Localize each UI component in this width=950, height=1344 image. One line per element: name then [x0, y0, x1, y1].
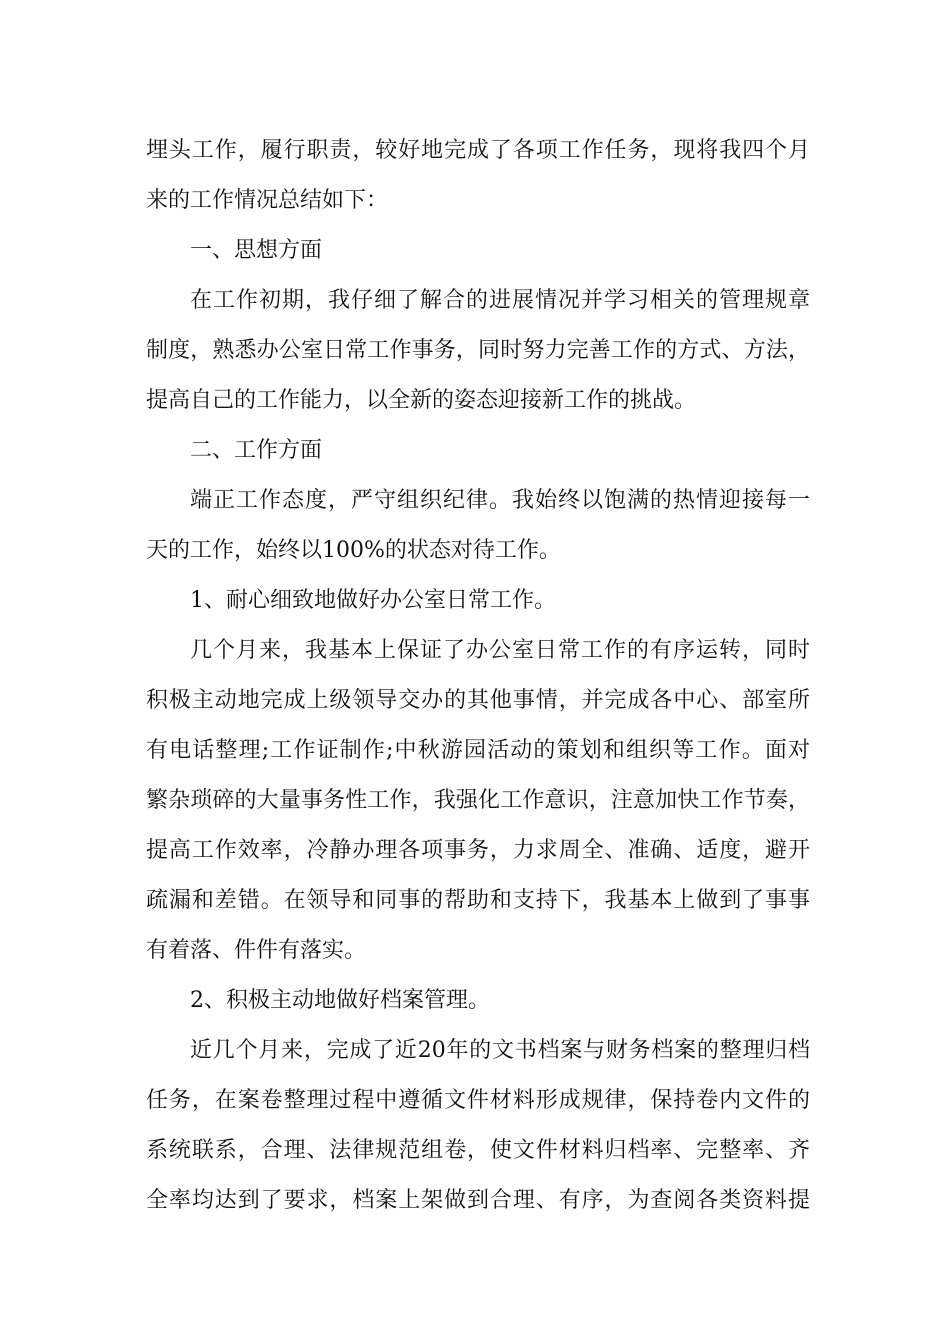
paragraph-line: 疏漏和差错。在领导和同事的帮助和支持下，我基本上做到了事事 — [146, 888, 810, 913]
paragraph-line: 端正工作态度，严守组织纪律。我始终以饱满的热情迎接每一 — [190, 488, 810, 513]
paragraph-line: 有电话整理;工作证制作;中秋游园活动的策划和组织等工作。面对 — [146, 738, 810, 763]
paragraph-line: 几个月来，我基本上保证了办公室日常工作的有序运转，同时 — [190, 638, 810, 663]
paragraph-line: 有着落、件件有落实。 — [146, 938, 367, 963]
paragraph-line: 繁杂琐碎的大量事务性工作，我强化工作意识，注意加快工作节奏， — [146, 788, 810, 813]
paragraph-line: 近几个月来，完成了近20年的文书档案与财务档案的整理归档 — [190, 1038, 810, 1063]
paragraph-line: 在工作初期，我仔细了解合的进展情况并学习相关的管理规章 — [190, 288, 810, 313]
paragraph-line: 来的工作情况总结如下： — [146, 188, 389, 213]
paragraph-line: 全率均达到了要求，档案上架做到合理、有序，为查阅各类资料提 — [146, 1188, 810, 1213]
paragraph-line: 任务，在案卷整理过程中遵循文件材料形成规律，保持卷内文件的 — [146, 1088, 810, 1113]
document-body — [146, 126, 810, 1226]
paragraph-line: 提高自己的工作能力，以全新的姿态迎接新工作的挑战。 — [146, 388, 697, 413]
subsection-heading: 1、耐心细致地做好办公室日常工作。 — [190, 588, 556, 613]
subsection-heading: 2、积极主动地做好档案管理。 — [190, 988, 490, 1013]
paragraph-line: 天的工作，始终以100%的状态对待工作。 — [146, 538, 561, 563]
paragraph-line: 制度，熟悉办公室日常工作事务，同时努力完善工作的方式、方法， — [146, 338, 810, 363]
paragraph-line: 系统联系，合理、法律规范组卷，使文件材料归档率、完整率、齐 — [146, 1138, 810, 1163]
section-heading: 二、工作方面 — [190, 438, 323, 463]
paragraph-line: 埋头工作，履行职责，较好地完成了各项工作任务，现将我四个月 — [146, 138, 810, 163]
section-heading: 一、思想方面 — [190, 238, 323, 263]
paragraph-line: 积极主动地完成上级领导交办的其他事情，并完成各中心、部室所 — [146, 688, 810, 713]
paragraph-line: 提高工作效率，冷静办理各项事务，力求周全、准确、适度，避开 — [146, 838, 810, 863]
